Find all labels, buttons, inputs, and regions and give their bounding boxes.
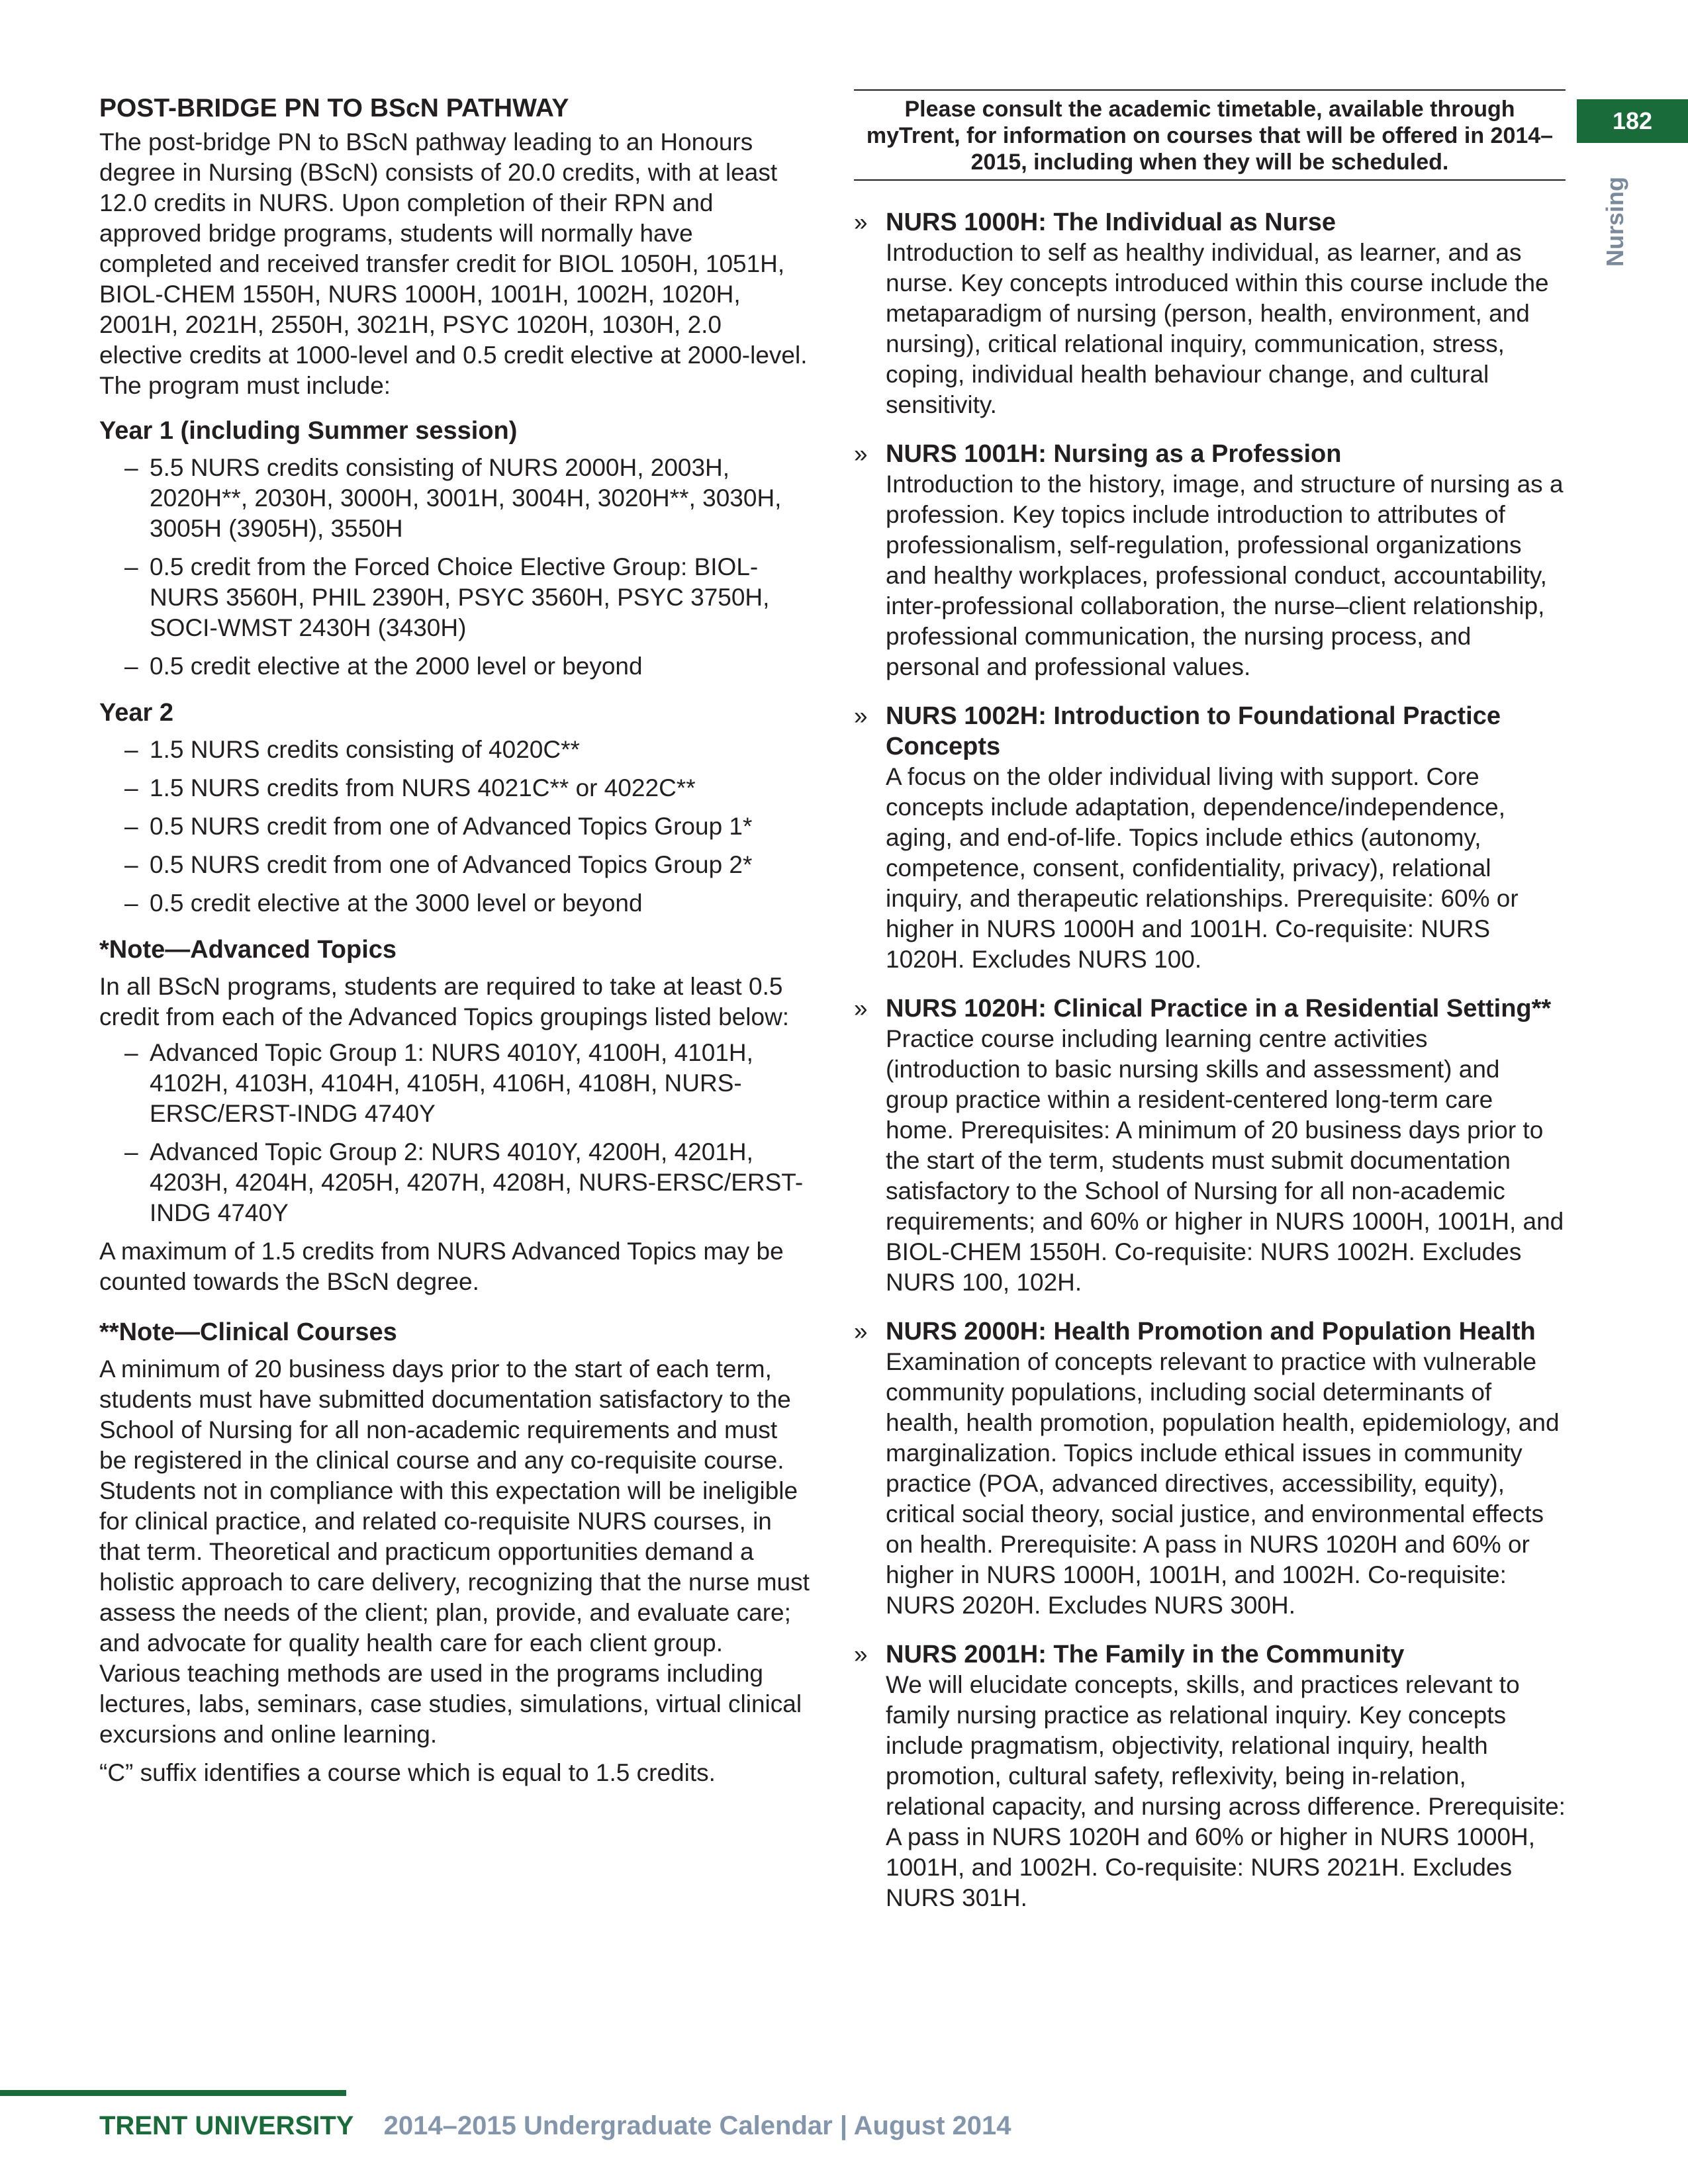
course-title: NURS 2000H: Health Promotion and Population Health (886, 1318, 1536, 1345)
clinical-courses-note-heading: **Note—Clinical Courses (99, 1318, 397, 1346)
section-tab (1589, 165, 1642, 278)
page-number-badge: 182 (1577, 99, 1688, 143)
pathway-heading: POST-BRIDGE PN TO BScN PATHWAY (99, 94, 569, 122)
timetable-notice: Please consult the academic timetable, available through myTrent, for information on courses that will be offered in 2014–2015, including when they will be scheduled. (854, 89, 1566, 181)
footer-calendar: 2014–2015 Undergraduate Calendar | August 2014 (383, 2111, 1011, 2140)
course-entry (854, 993, 1566, 1298)
list-item: – 5.5 NURS credits consisting of NURS 2000H, 2003H, 2020H**, 2030H, 3000H, 3001H, 3004H, 3020H**, 3030H, 3005H (3905H), 3550H (99, 453, 811, 544)
pathway-intro: The post-bridge PN to BScN pathway leading to an Honours degree in Nursing (BScN) consists of 20.0 credits, with at least 12.0 credits in NURS. Upon completion of their RPN and approved bridge programs, students will normally have completed and received transfer credit for BIOL 1050H, 1051H, BIOL-CHEM 1550H, NURS 1000H, 1001H, 1002H, 1020H, 2001H, 2021H, 2550H, 3021H, PSYC 1020H, 1030H, 2.0 elective credits at 1000-level and 0.5 credit elective at 2000-level. The program must include: (99, 128, 808, 399)
course-description: We will elucidate concepts, skills, and practices relevant to family nursing practice as relational inquiry. Key concepts include pragmatism, objectivity, relational inquiry, health promotion, cultural safety, reflexivity, being in-relation, relational capacity, and nursing across difference. Prerequisite: A pass in NURS 1020H and 60% or higher in NURS 1000H, 1001H, and 1002H. Co-requisite: NURS 2021H. Excludes NURS 301H. (886, 1671, 1566, 1911)
list-item: – Advanced Topic Group 2: NURS 4010Y, 4200H, 4201H, 4203H, 4204H, 4205H, 4207H, 4208H, NURS-ERSC/ERST-INDG 4740Y (99, 1137, 811, 1228)
advanced-topics-note-text: In all BScN programs, students are required to take at least 0.5 credit from each of the Advanced Topics groupings listed below: (99, 973, 790, 1030)
footer (99, 2111, 1011, 2141)
list-item: – Advanced Topic Group 1: NURS 4010Y, 4100H, 4101H, 4102H, 4103H, 4104H, 4105H, 4106H, 4108H, NURS-ERSC/ERST-INDG 4740Y (99, 1038, 811, 1129)
course-entry (854, 439, 1566, 682)
course-description: Examination of concepts relevant to practice with vulnerable community populations, including social determinants of health, health promotion, population health, epidemiology, and marginalization. Topics include ethical issues in community practice (POA, advanced directives, accessibility, equity), critical social theory, social justice, and environmental effects on health. Prerequisite: A pass in NURS 1020H and 60% or higher in NURS 1000H, 1001H, and 1002H. Co-requisite: NURS 2020H. Excludes NURS 300H. (886, 1348, 1560, 1619)
c-suffix-note: “C” suffix identifies a course which is equal to 1.5 credits. (99, 1759, 716, 1786)
course-title: NURS 2001H: The Family in the Community (886, 1641, 1405, 1668)
course-description: Practice course including learning centre activities (introduction to basic nursing skills and assessment) and group practice within a resident-centered long-term care home. Prerequisites: A minimum of 20 business days prior to the start of the term, students must submit documentation satisfactory to the School of Nursing for all non-academic requirements; and 60% or higher in NURS 1000H, 1001H, and BIOL-CHEM 1550H. Co-requisite: NURS 1002H. Excludes NURS 100, 102H. (886, 1025, 1564, 1296)
section-tab-label: Nursing (1601, 176, 1629, 267)
year2-list (99, 735, 811, 919)
course-description: Introduction to the history, image, and structure of nursing as a profession. Key topics include introduction to attributes of professionalism, self-regulation, professional organizations and healthy workplaces, professional conduct, accountability, inter-professional collaboration, the nurse–client relationship, professional communication, the nursing process, and personal and professional values. (886, 471, 1564, 680)
course-entry (854, 1316, 1566, 1621)
course-entry (854, 1639, 1566, 1913)
year1-list (99, 453, 811, 682)
bullet-icon: » (854, 995, 868, 1022)
bullet-icon: » (854, 702, 868, 729)
footer-rule (0, 2090, 346, 2096)
footer-university: TRENT UNIVERSITY (99, 2111, 354, 2140)
list-item: – 0.5 credit from the Forced Choice Elective Group: BIOL-NURS 3560H, PHIL 2390H, PSYC 3560H, PSYC 3750H, SOCI-WMST 2430H (3430H) (99, 552, 811, 643)
list-item: – 0.5 NURS credit from one of Advanced Topics Group 1* (99, 811, 811, 842)
course-description: Introduction to self as healthy individual, as learner, and as nurse. Key concepts introduced within this course include the metaparadigm of nursing (person, health, environment, and nursing), critical relational inquiry, communication, stress, coping, individual health behaviour change, and cultural sensitivity. (886, 239, 1549, 418)
left-column (99, 93, 811, 1803)
list-item: – 1.5 NURS credits from NURS 4021C** or 4022C** (99, 773, 811, 803)
bullet-icon: » (854, 440, 868, 467)
bullet-icon: » (854, 1641, 868, 1668)
advanced-topics-list (99, 1038, 811, 1228)
bullet-icon: » (854, 208, 868, 236)
clinical-courses-note-text: A minimum of 20 business days prior to the start of each term, students must have submitted documentation satisfactory to the School of Nursing for all non-academic requirements and must be registered in the clinical course and any co-requisite course. Students not in compliance with this expectation will be ineligible for clinical practice, and related co-requisite NURS courses, in that term. Theoretical and practicum opportunities demand a holistic approach to care delivery, recognizing that the nurse must assess the needs of the client; plan, provide, and evaluate care; and advocate for quality health care for each client group. Various teaching methods are used in the programs including lectures, labs, seminars, case studies, simulations, virtual clinical excursions and online learning. (99, 1355, 810, 1748)
course-title: NURS 1020H: Clinical Practice in a Residential Setting** (886, 995, 1552, 1023)
course-title: NURS 1001H: Nursing as a Profession (886, 440, 1342, 468)
course-entry (854, 701, 1566, 975)
advanced-topics-max-note: A maximum of 1.5 credits from NURS Advanced Topics may be counted towards the BScN degree. (99, 1238, 784, 1295)
course-entry (854, 207, 1566, 420)
list-item: – 0.5 credit elective at the 3000 level or beyond (99, 888, 811, 919)
advanced-topics-note-heading: *Note—Advanced Topics (99, 936, 397, 964)
course-title: NURS 1002H: Introduction to Foundational Practice Concepts (886, 702, 1501, 760)
bullet-icon: » (854, 1318, 868, 1345)
year2-heading: Year 2 (99, 699, 173, 727)
right-column (854, 89, 1566, 1932)
list-item: – 0.5 credit elective at the 2000 level or beyond (99, 651, 811, 682)
list-item: – 1.5 NURS credits consisting of 4020C** (99, 735, 811, 765)
list-item: – 0.5 NURS credit from one of Advanced Topics Group 2* (99, 850, 811, 880)
year1-heading: Year 1 (including Summer session) (99, 417, 518, 445)
course-title: NURS 1000H: The Individual as Nurse (886, 208, 1336, 236)
course-description: A focus on the older individual living with support. Core concepts include adaptation, dependence/independence, aging, and end-of-life. Topics include ethics (autonomy, competence, consent, confidentiality, privacy), relational inquiry, and therapeutic relationships. Prerequisite: 60% or higher in NURS 1000H and 1001H. Co-requisite: NURS 1020H. Excludes NURS 100. (886, 763, 1519, 973)
